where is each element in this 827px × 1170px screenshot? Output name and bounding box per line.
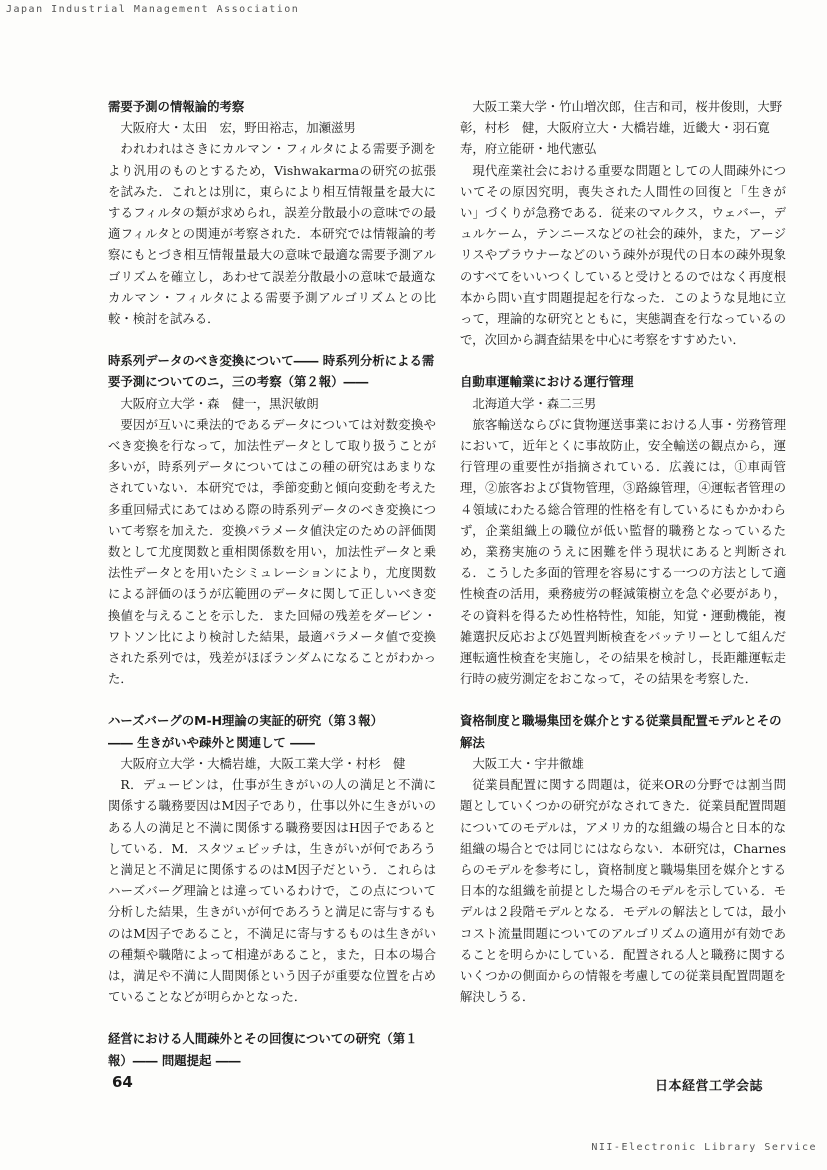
article-time-series-power-transform xyxy=(108,350,436,689)
article-abstract: 現代産業社会における重要な問題としての人間疎外についてその原因究明，喪失された人間性の回復と「生きがい」づくりが急務である．従来のマルクス，ウェバー，デュルケーム，テンニースなどの社会的疎外，また，アージリスやブラウナーなどのいう疎外が現代の日本の疎外現象のすべてをいいつくしていると受けとるのではなく再度根本から問い直す問題提起を行なった．このような見地に立って，理論的な研究とともに，実態調査を行なっているので，次回から調査結果を中心に考察をすすめたい． xyxy=(460,162,786,348)
article-abstract: 従業員配置に関する問題は，従来ORの分野では割当問題としていくつかの研究がなされてきた．従業員配置問題についてのモデルは，アメリカ的な組織の場合と日本的な組織の場合とでは同じにはならない．本研究は，Charnesらのモデルを参考にし，資格制度と職場集団を媒介とする日本的な組織を前提とした場合のモデルを示している．モデルは２段階モデルとなる．モデルの解法としては，最小コスト流量問題についてのアルゴリズムの適用が有効であることを明らかにしている．配置される人と職務に関するいくつかの側面からの情報を考慮しての従業員配置問題を解決しうる． xyxy=(460,777,786,1005)
page-number: 64 xyxy=(112,1073,133,1091)
article-authors: 北海道大学・森二三男 xyxy=(472,395,597,411)
article-motor-transport-operations xyxy=(460,371,786,689)
article-abstract: 要因が互いに乗法的であるデータについては対数変換やべき変換を行なって，加法性データとして取り扱うことが多いが，時系列データについてはこの種の研究はあまりなされていない．本研究では，季節変動と傾向変動を考えた多重回帰式にあてはめる際の時系列データのべき変換について考察を加えた．変換パラメータ値決定のための評価関数として尤度関数と重相関係数を用い，加法性データと乗法性データとを用いたシミュレーションにより，尤度関数による評価のほうが広範囲のデータに関して正しいべき変換値を与えることを示した．また回帰の残差をダービン・ワトソン比により検討した結果，最適パラメータ値で変換された系列では，残差がほぼランダムになることがわかった． xyxy=(108,416,436,687)
journal-name: 日本経営工学会誌 xyxy=(655,1079,764,1094)
article-title: 経営における人間疎外とその回復についての研究（第１報）―― 問題提起 ―― xyxy=(108,1031,418,1068)
article-authors: 大阪府立大学・森 健一，黒沢敏朗 xyxy=(120,395,319,411)
article-abstract: 旅客輸送ならびに貨物運送事業における人事・労務管理において，近年とくに事故防止，安全輸送の観点から，運行管理の重要性が指摘されている．広義には，①車両管理，②旅客および貨物管理，③路線管理，④運転者管理の４領域にわたる総合管理的性格を有しているにもかかわらず，企業組織上の職位が低い監督的職務となっているため，業務実施のうえに困難を伴う現状にあると判断される．こうした多面的管理を容易にする一つの方法として適性検査の活用，乗務疲労の軽減策樹立を急ぐ必要があり，その資料を得るため性格特性，知能，知覚・運動機能，複雑選択反応および処置判断検査をバッテリーとして組んだ運転適性検査を実施し，その結果を検討し，長距離運転走行時の疲労測定をおこなって，その結果を考察した． xyxy=(460,416,786,687)
article-authors: 大阪府立大学・大橋岩雄，大阪工業大学・村杉 健 xyxy=(120,755,406,771)
footer-service: NII-Electronic Library Service xyxy=(591,1142,817,1153)
right-column xyxy=(460,96,795,1028)
header-organization: Japan Industrial Management Association xyxy=(6,4,300,15)
article-human-alienation-continued xyxy=(460,96,795,350)
left-column xyxy=(108,96,436,1092)
article-subtitle: ―― 生きがいや疎外と関連して ―― xyxy=(108,734,315,750)
article-title: 時系列データのべき変換について―― 時系列分析による需要予測についてのニ，三の考察（第２報）―― xyxy=(108,353,435,390)
article-abstract: われわれはさきにカルマン・フィルタによる需要予測をより汎用のものとするため，Vishwakarmaの研究の拡張を試みた．これとは別に，東らにより相互情報量を最大にするフィルタの類が求められ，誤差分散最小の意味での最適フィルタとの関連が考察された．本研究では情報論的考察にもとづき相互情報量最大の意味で最適な需要予測アルゴリズムを確立し，あわせて誤差分散最小の意味で最適なカルマン・フィルタによる需要予測アルゴリズムとの比較・検討を試みる． xyxy=(108,141,436,327)
article-title: 資格制度と職場集団を媒介とする従業員配置モデルとその解法 xyxy=(460,713,782,750)
article-demand-forecast-information xyxy=(108,96,436,329)
article-authors: 大阪工大・宇井徹雄 xyxy=(472,755,584,771)
article-employee-assignment-model xyxy=(460,710,786,1007)
article-authors: 大阪府大・太田 宏，野田裕志，加瀬滋男 xyxy=(120,120,356,136)
article-title: 需要予測の情報論的考察 xyxy=(108,99,245,114)
article-herzberg-mh-theory xyxy=(108,710,436,1007)
article-human-alienation xyxy=(108,1028,436,1070)
article-authors: 大阪工業大学・竹山増次郎，住吉和司，桜井俊則，大野 彰，村杉 健，大阪府立大・大橋岩雄，近畿大・羽石寛寿，府立能研・地代憲弘 xyxy=(460,99,795,157)
article-title: 自動車運輸業における運行管理 xyxy=(460,374,634,390)
article-abstract: R．デュービンは，仕事が生きがいの人の満足と不満に関係する職務要因はM因子であり，仕事以外に生きがいのある人の満足と不満に関係する職務要因はH因子であるとしている．M．スタツェビッチは，生きがいが何であろうと満足と不満足に関係するのはM因子だという．これらはハーズバーグ理論とは違っているわけで，この点について分析した結果，生きがいが何であろうと満足に寄与するものはM因子であること，不満足に寄与するものは生きがいの種類や職階によって相違があること，また，日本の場合は，満足や不満に人間関係という因子が重要な位置を占めていることなどが明らかとなった． xyxy=(108,777,436,1005)
article-title: ハーズバーグのM-H理論の実証的研究（第３報） xyxy=(108,713,384,729)
